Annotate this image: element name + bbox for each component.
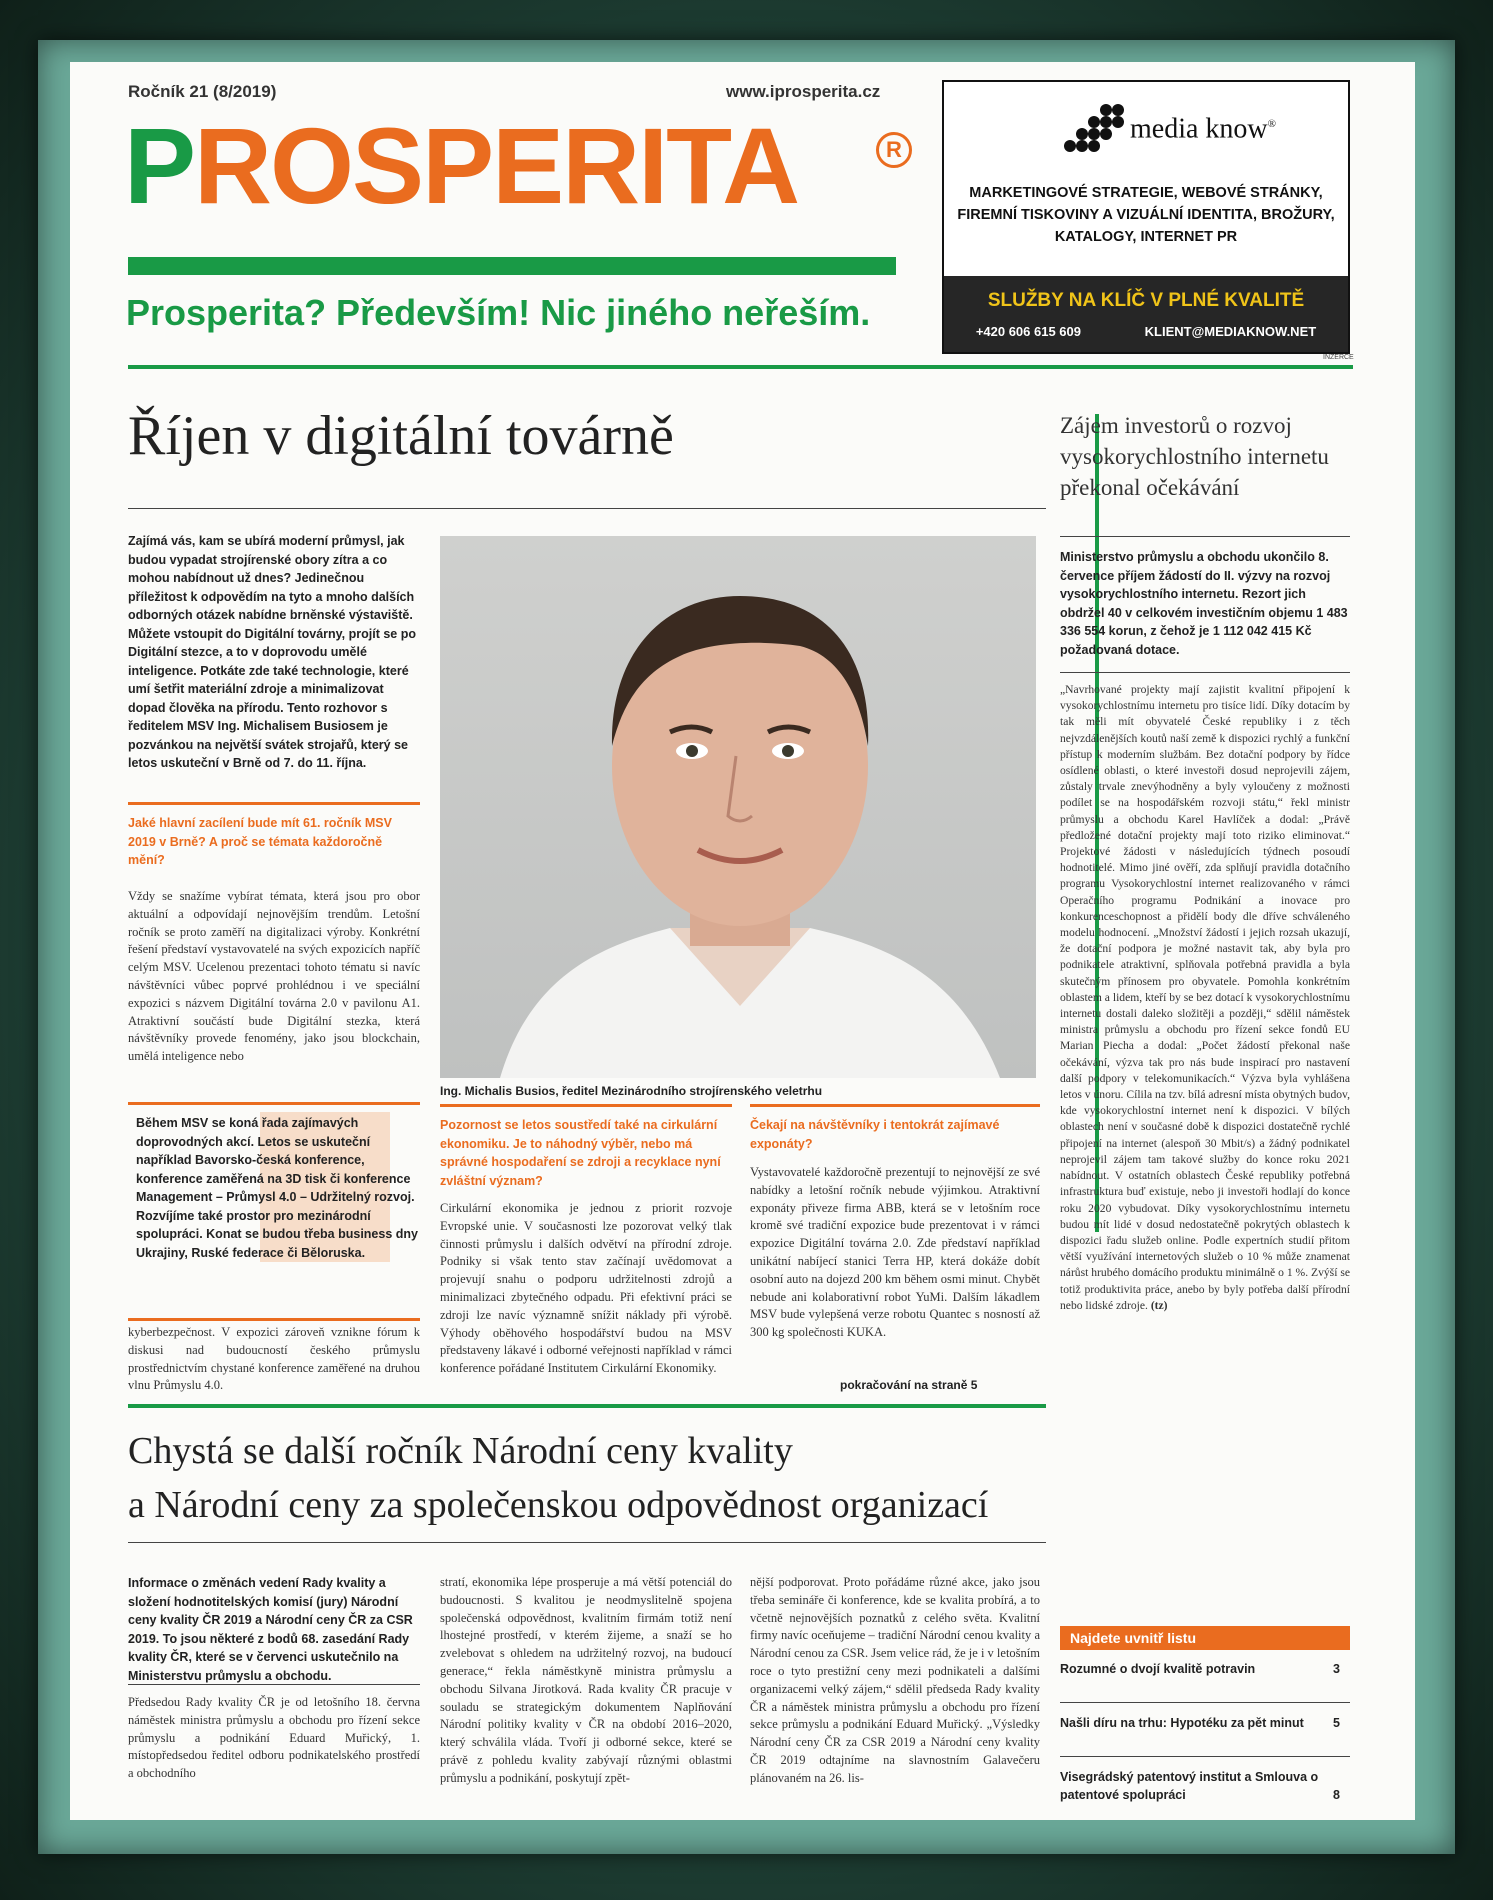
sidebar-rule-2 (1060, 672, 1350, 673)
question-3: Čekají na návštěvníky i tentokrát zajímavé exponáty? (750, 1118, 1000, 1151)
main-headline: Říjen v digitální továrně (128, 405, 674, 467)
question-1: Jaké hlavní zacílení bude mít 61. ročník MSV 2019 v Brně? A proč se témata každoročně mění? (128, 816, 392, 867)
website-link[interactable]: www.iprosperita.cz (726, 82, 881, 101)
boxed-rule-bottom (128, 1318, 420, 1321)
portrait-image (440, 536, 1036, 1078)
answer-1: Vždy se snažíme vybírat témata, která jsou pro obor aktuální a odpovídají nejnovějším trendům. Letošní ročník se proto zaměří na digitalizaci výroby. Konkrétní řešení představí vystavovatelé na svých expozicích napříč celým MSV. Ucelenou prezentaci tohoto tématu si navíc návštěvníci vůbec poprvé prohlédnou i ve speciální expozici s názvem Digitální továrna 2.0 v pavilonu A1. Atraktivní součástí bude Digitální stezka, která návštěvníky provede fenomény, jako jsou blockchain, umělá inteligence nebo (128, 889, 420, 1064)
ad-logo (1064, 102, 1276, 152)
photo-caption: Ing. Michalis Busios, ředitel Mezinárodního strojírenského veletrhu (440, 1084, 823, 1098)
answer-3: Vystavovatelé každoročně prezentují to nejnovější ze své nabídky a letošní ročník nebude výjimkou. Atraktivní exponáty přiveze firma ABB, která se v letošním roce kromě své tradiční expozice bude prezentovat i v rámci expozice Digitální továrna 2.0. Zde představí například unikátní nabíjecí stanici Terra HP, která dokáže dobít osobní auto na dojezd 200 km během osmi minut. Chybět nebude ani kolaborativní robot YuMi. Dalším lákadlem MSV bude vylepšená verze robotu Quantec s nosností až 300 kg společnosti KUKA. (750, 1165, 1040, 1340)
toc-heading: Najdete uvnitř listu (1060, 1626, 1350, 1650)
second-headline-line2: a Národní ceny za společenskou odpovědnost organizací (128, 1484, 989, 1526)
toc-rule (1060, 1702, 1350, 1703)
toc-item[interactable]: Našli díru na trhu: Hypotéku za pět minut 5 (1060, 1716, 1340, 1730)
second-lead-rule (128, 1684, 420, 1685)
newspaper-page (70, 62, 1415, 1820)
second-col-3: nější podporovat. Proto pořádáme různé akce, jako jsou třeba semináře či konference, kde se kvalita probírá, a to včetně nejnovějších poznatků z celého světa. Kvalitní firmy navíc oceňujeme – tradiční Národní cenou kvality a Národní cenou za CSR. Jsem velice rád, že je i v letošním roce o tyto prestižní ceny mezi podnikateli a dalšími organizacemi velký zájem,“ sdělil předseda Rady kvality ČR a náměstek ministra průmyslu a obchodu pro řízení sekce průmyslu a podnikání Eduard Muřický. „Výsledky Národní ceny ČR za CSR 2019 a Národní ceny kvality ČR 2019 odtajníme na slavnostním Galavečeru plánovaném na 26. lis- (750, 1575, 1040, 1785)
masthead-divider (128, 365, 1353, 369)
masthead-tagline: Prosperita? Především! Nic jiného neřeším. (126, 292, 871, 333)
ad-brand: media know® (1130, 113, 1276, 145)
registered-mark: R (876, 132, 912, 168)
second-headline-rule (128, 1542, 1046, 1543)
second-headline (128, 1424, 988, 1532)
question-rule (128, 802, 420, 805)
section-divider (128, 1404, 1046, 1408)
ad-services: MARKETINGOVÉ STRATEGIE, WEBOVÉ STRÁNKY, FIREMNÍ TISKOVINY A VIZUÁLNÍ IDENTITA, BROŽURY, KATALOGY, INTERNET PR (957, 185, 1335, 245)
sidebar-headline: Zájem investorů o rozvoj vysokorychlostního internetu překonal očekávání (1060, 413, 1329, 500)
sidebar-rule-1 (1060, 536, 1350, 537)
main-lead: Zajímá vás, kam se ubírá moderní průmysl, jak budou vypadat strojírenské obory zítra a co mohou nabídnout už dnes? Jedinečnou příležitost k odpovědím na tyto a mnoho dalších odborných otázek nabídne brněnské výstaviště. Můžete vstoupit do Digitální továrny, projít se po Digitální stezce, a to v doprovodu umělé inteligence. Potkáte zde také technologie, které umí šetřit materiální zdroje a minimalizovat dopad člověka na přírodu. Tento rozhovor s ředitelem MSV Ing. Michalisem Busiosem je pozvánkou na největší svátek strojařů, který se letos uskuteční v Brně od 7. do 11. října. (128, 534, 416, 770)
ad-slogan: SLUŽBY NA KLÍČ V PLNÉ KVALITĚ (987, 290, 1305, 311)
boxed-note: Během MSV se koná řada zajímavých doprovodných akcí. Letos se uskuteční například Bavorsko-česká konference, konference zaměřená na 3D tisk či konference Management – Průmysl 4.0 – Udržitelný rozvoj. Rozvíjíme také prostor pro mezinárodní spolupráci. Konat se budou třeba business dny Ukrajiny, Ruské federace či Běloruska. (136, 1116, 418, 1260)
answer-2: Cirkulární ekonomika je jednou z priorit rozvoje Evropské unie. V současnosti lze pozorovat velký tlak činnosti průmyslu i dalších odvětví na přírodní zdroje. Podniky si však tento stav začínají uvědomovat a projevují snahu o podporu udržitelnosti zdrojů a minimalizaci zbytečného odpadu. Při efektivní práci se zdroji lze navíc významně snížit náklady při výrobě. Výhody oběhového hospodářství budou na MSV představeny lákavé i odborné veřejnosti například v rámci konference pořádané Institutem Cirkulární Ekonomiky. (440, 1201, 732, 1376)
toc-rule (1060, 1756, 1350, 1757)
ad-email[interactable]: KLIENT@MEDIAKNOW.NET (1144, 324, 1317, 339)
toc-item[interactable]: Rozumné o dvojí kvalitě potravin 3 (1060, 1662, 1340, 1676)
second-col-1: Předsedou Rady kvality ČR je od letošního 18. června náměstek ministra průmyslu a obchodu pro řízení sekce průmyslu a podnikání Eduard Muřický, 1. místopředsedou ředitel odboru podnikatelského prostředí a obchodního (128, 1695, 420, 1781)
sidebar-tag: (tz) (1150, 1298, 1168, 1312)
question-3-rule (750, 1104, 1040, 1107)
toc-item[interactable]: Visegrádský patentový institut a Smlouva o patentové spolupráci 8 (1060, 1770, 1340, 1802)
second-lead: Informace o změnách vedení Rady kvality a složení hodnotitelských komisí (jury) Národní ceny kvality ČR 2019 a Národní ceny ČR za CSR 2019. To jsou některé z bodů 68. zasedání Rady kvality ČR, které se v červenci uskutečnilo na Ministerstvu průmyslu a obchodu. (128, 1576, 413, 1683)
masthead-bar (128, 257, 896, 275)
question-2: Pozornost se letos soustředí také na cirkulární ekonomiku. Je to náhodný výběr, nebo má správné hospodaření se zdroji a recyklace nyní zvláštní význam? (440, 1118, 721, 1188)
second-col-2: stratí, ekonomika lépe prosperuje a má větší potenciál do budoucnosti. S kvalitou je neodmyslitelně spojena společenská odpovědnost, kvalitním firmám totiž není lhostejné prostředí, v kterém žijeme, a snaží se ho zvelebovat s ohledem na udržitelný rozvoj, na budoucí generace,“ řekla náměstkyně ministra průmyslu a obchodu Silvana Jirotková. Rada kvality ČR pracuje v souladu se strategickým dokumentem Naplňování Národní politiky kvality v ČR na období 2016–2020, který schválila vláda. Tvoří ji odborné sekce, které se právě z pohledu kvality zabývají různými oblastmi průmyslu a podnikání, poskytují zpět- (440, 1575, 732, 1785)
advertisement[interactable] (942, 80, 1350, 354)
masthead-logo: PROSPERITA (124, 105, 799, 226)
second-headline-line1: Chystá se další ročník Národní ceny kvality (128, 1430, 793, 1472)
media-know-logo-icon (1064, 102, 1124, 152)
portrait-photo (440, 536, 1036, 1078)
ad-footer (944, 276, 1348, 352)
sidebar-lead: Ministerstvo průmyslu a obchodu ukončilo 8. července příjem žádostí do II. výzvy na rozvoj vysokorychlostního internetu. Rezort jich obdržel 40 v celkovém investičním objemu 1 483 336 554 korun, z čehož je 1 112 042 415 Kč požadovaná dotace. (1060, 550, 1348, 657)
sidebar-body: „Navrhované projekty mají zajistit kvalitní připojení k vysokorychlostnímu internetu pro tisíce lidí. Díky dotacím by tak měli mít obyvatelé České republiky i z těch nejvzdálenějších koutů naší země k dispozici rychlý a funkční přístup k moderním službám. Bez dotační podpory by řídce osídlené oblasti, o které investoři dosud neprojevili zájem, zůstaly trvale znevýhodněny a byly vyloučeny z možnosti podílet se na hospodářském rozvoji státu,“ řekl ministr průmyslu a obchodu Karel Havlíček a dodal: „Právě předložené dotační projekty mají toto riziko eliminovat.“ Projektové žádosti v následujících týdnech posoudí hodnotitelé. Mimo jiné ověří, zda splňují pravidla dotačního programu Vysokorychlostní internet realizovaného v rámci Operačního programu Podnikání a inovace pro konkurenceschopnost a přidělí body dle dříve schváleného modelu hodnocení. „Množství žádostí i jejich rozsah ukazují, že dotační podpora je možné nastavit tak, aby byla pro podnikatele atraktivní, splňovala potřebná pravidla a byla skutečným přínosem pro obyvatele. Pomohla konkrétním oblastem a lidem, kteří by se bez dotací k vysokorychlostnímu internetu dostali daleko složitěji a později,“ sdělil náměstek ministra průmyslu a obchodu pro řízení sekce fondů EU Marian Piecha a dodal: „Počet žádostí překonal naše očekávání, výzva tak pro nás bude inspirací pro nastavení další podpory v telekomunikacích.“ Výzva byla vyhlášena letos v únoru. Cílila na tzv. bílá adresní místa obytných budov, kde vysokorychlostní internet není k dispozici. V bílých oblastech není v současné době k dispozici dostatečně rychlé připojení na internet (alespoň 30 Mbit/s) a žádný podnikatel neprojevil zájem tam takové služby do konce roku 2021 nabídnout. V ostatních oblastech České republiky potřebná infrastruktura buď existuje, nebo ji investoři hodlají do konce roku 2020 vybudovat. Díky vysokorychlostnímu internetu budou mít lidé v dosud nedostatečně pokrytých oblastech k dispozici řadu služeb online. Podle expertních studií přitom větší využívání internetových služeb o 10 % může znamenat nárůst hrubého domácího produktu minimálně o 1 %. Zvýší se totiž produktivita práce, anebo by byly potřeba další přírodní nebo lidské zdroje. (tz) (1060, 683, 1350, 1312)
headline-rule (128, 508, 1046, 509)
ad-code: INZERCE (1323, 354, 1354, 361)
issue-number: Ročník 21 (8/2019) (128, 82, 277, 101)
ad-phone[interactable]: +420 606 615 609 (975, 324, 1081, 339)
question-2-rule (440, 1104, 732, 1107)
continued-note[interactable]: pokračování na straně 5 (840, 1378, 978, 1392)
answer-1-end: kyberbezpečnost. V expozici zároveň vznikne fórum k diskusi nad budoucností českého průmyslu prostřednictvím chystané konference zaměřené na druhou vlnu Průmyslu 4.0. (128, 1325, 420, 1393)
ad-contact (944, 324, 1348, 339)
